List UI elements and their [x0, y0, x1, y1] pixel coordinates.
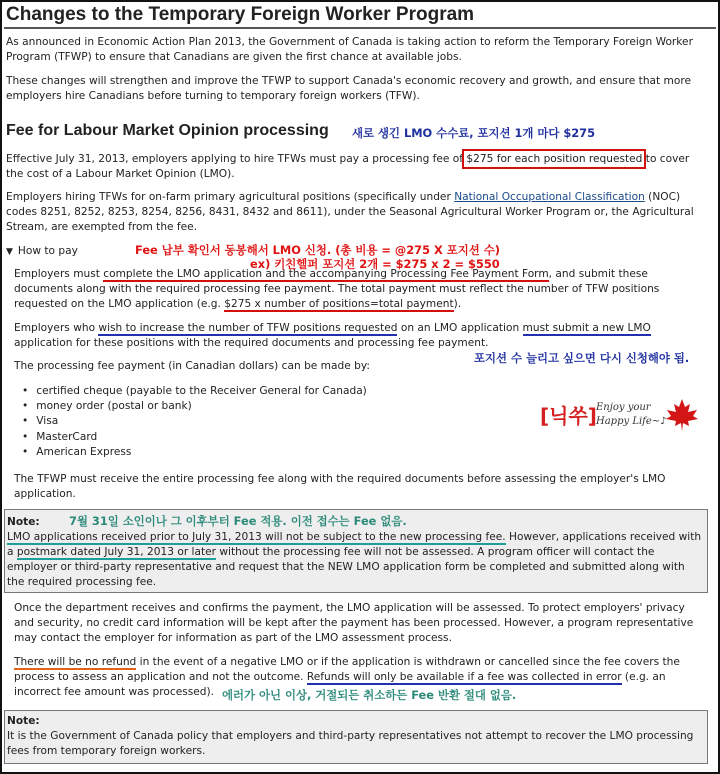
list-item: • MasterCard: [22, 430, 367, 445]
logo-script-2: Happy Life~♪: [596, 416, 667, 427]
pay1-a: Employers must: [14, 268, 104, 280]
pay2-underlined-increase: wish to increase the number of TFW positions requested: [98, 322, 398, 334]
title-rule: [4, 27, 716, 29]
pay1-underlined-form: complete the LMO application and the accompanying Processing Fee Payment Form: [103, 268, 549, 280]
farm-text-after: (NOC) codes 8251, 8252, 8253, 8254, 8256, 8431, 8432 and 8611), under the Seasonal Agricultural Worker Program or, the Agricultural Stream, are exempted from the fee.: [6, 191, 694, 233]
note-2-label: Note:: [7, 715, 40, 727]
note1-underlined-postmark: postmark dated July 31, 2013 or later: [16, 546, 217, 558]
list-item: • Visa: [22, 414, 367, 429]
note-1-content: [7, 514, 705, 590]
korean-annotation-note: 7월 31일 소인이나 그 이후부터 Fee 적용. 이전 접수는 Fee 없음.: [69, 514, 407, 528]
noc-link[interactable]: National Occupational Classification: [454, 191, 645, 203]
korean-annotation-increase: 포지션 수 늘리고 싶으면 다시 신청해야 됨.: [474, 351, 690, 365]
note-box-2: [4, 710, 708, 764]
note1-b: However, applications received with a: [7, 531, 702, 558]
pay1-underlined-formula: $275 x number of positions=total payment: [224, 298, 454, 310]
pay2-e: application for these positions with the required documents and processing fee payment.: [14, 337, 489, 349]
korean-annotation-how-to-pay: Fee 납부 확인서 동봉해서 LMO 신청. (총 비용 = @275 X 포지션 수): [135, 243, 500, 257]
how-to-pay-toggle[interactable]: [6, 245, 78, 257]
intro-paragraph-2: These changes will strengthen and improve the TFWP to support Canada's economic recovery and growth, and ensure that more employers hire Canadians before turning to temporary foreign workers (TFW).: [6, 75, 691, 102]
note-label: Note:: [7, 516, 40, 528]
refund-underlined-no-refund: There will be no refund: [14, 656, 137, 668]
maple-leaf-icon: [664, 398, 700, 432]
list-item: • money order (postal or bank): [22, 399, 367, 414]
note1-d: without the processing fee will not be assessed. A program officer will contact the employer or third-party representative and request that the NEW LMO application form be completed and submitted along with the required processing fee.: [7, 546, 685, 588]
how-to-pay-label: How to pay: [17, 245, 78, 257]
korean-annotation-example: ex) 키친헬퍼 포지션 2개 = $275 x 2 = $550: [250, 257, 500, 271]
note-box-1: [4, 509, 708, 593]
page-title: Changes to the Temporary Foreign Worker Program: [6, 4, 475, 25]
pay2-underlined-new-lmo: must submit a new LMO: [522, 322, 651, 334]
fee-text-before: Effective July 31, 2013, employers applying to hire TFWs must pay a processing fee of: [6, 153, 467, 165]
privacy-paragraph: Once the department receives and confirms the payment, the LMO application will be assessed. To protect employers' privacy and security, no credit card information will be kept after the payment has been processed. However, a program representative may contact the employer for information as part of the LMO assessment process.: [14, 602, 694, 644]
fee-text-after: to cover the cost of a Labour Market Opinion (LMO).: [6, 153, 690, 180]
note1-underlined-prior: LMO applications received prior to July 31, 2013 will not be subject to the new processing fee.: [7, 531, 506, 543]
section-heading: Fee for Labour Market Opinion processing: [6, 122, 329, 139]
triangle-down-icon: ▼: [6, 247, 13, 257]
logo-script-1: Enjoy your: [596, 402, 651, 413]
pay1-e: ).: [453, 298, 462, 310]
intro-paragraph-1: As announced in Economic Action Plan 2013, the Government of Canada is taking action to reform the Temporary Foreign Worker Program (TFWP) to ensure that Canadians are given the first chance at available jobs.: [6, 36, 693, 63]
list-item: • certified cheque (payable to the Receiver General for Canada): [22, 384, 367, 399]
logo-text: [닉쑤]: [540, 404, 597, 428]
refund-underlined-error: Refunds will only be available if a fee was collected in error: [306, 671, 622, 683]
korean-annotation-fee: 새로 생긴 LMO 수수료, 포지션 1개 마다 $275: [352, 126, 596, 140]
korean-annotation-refund: 에러가 아닌 이상, 거절되든 취소하든 Fee 반환 절대 없음.: [222, 688, 517, 702]
farm-text-before: Employers hiring TFWs for on-farm primary agricultural positions (specifically under: [6, 191, 455, 203]
pay2-c: on an LMO application: [397, 322, 523, 334]
farm-paragraph: [6, 190, 711, 235]
fee-text-boxed: $275 for each position requested: [466, 153, 643, 165]
note-2-text: It is the Government of Canada policy that employers and third-party representatives not attempt to recover the LMO processing fees from temporary foreign workers.: [7, 730, 694, 757]
pay1-c: , and submit these documents along with the required processing fee payment. The total payment must reflect the number of TFW positions requested on the LMO application (e.g.: [14, 268, 660, 310]
pay2-a: Employers who: [14, 322, 99, 334]
refund-d: (e.g. an incorrect fee amount was processed).: [14, 671, 666, 698]
pay-paragraph-4: The TFWP must receive the entire processing fee along with the required documents before assessing the employer's LMO application.: [14, 473, 666, 500]
payment-methods-list: [22, 384, 367, 460]
fee-paragraph: [6, 152, 706, 182]
watermark-logo: [540, 398, 700, 434]
pay-paragraph-3: The processing fee payment (in Canadian dollars) can be made by:: [14, 360, 370, 372]
note-2-content: [7, 714, 705, 759]
refund-b: in the event of a negative LMO or if the application is withdrawn or cancelled since the fee covers the process to assess an application and not the outcome.: [14, 656, 680, 683]
pay-paragraph-1: [14, 267, 704, 312]
list-item: • American Express: [22, 445, 367, 460]
pay-paragraph-2: [14, 321, 704, 351]
